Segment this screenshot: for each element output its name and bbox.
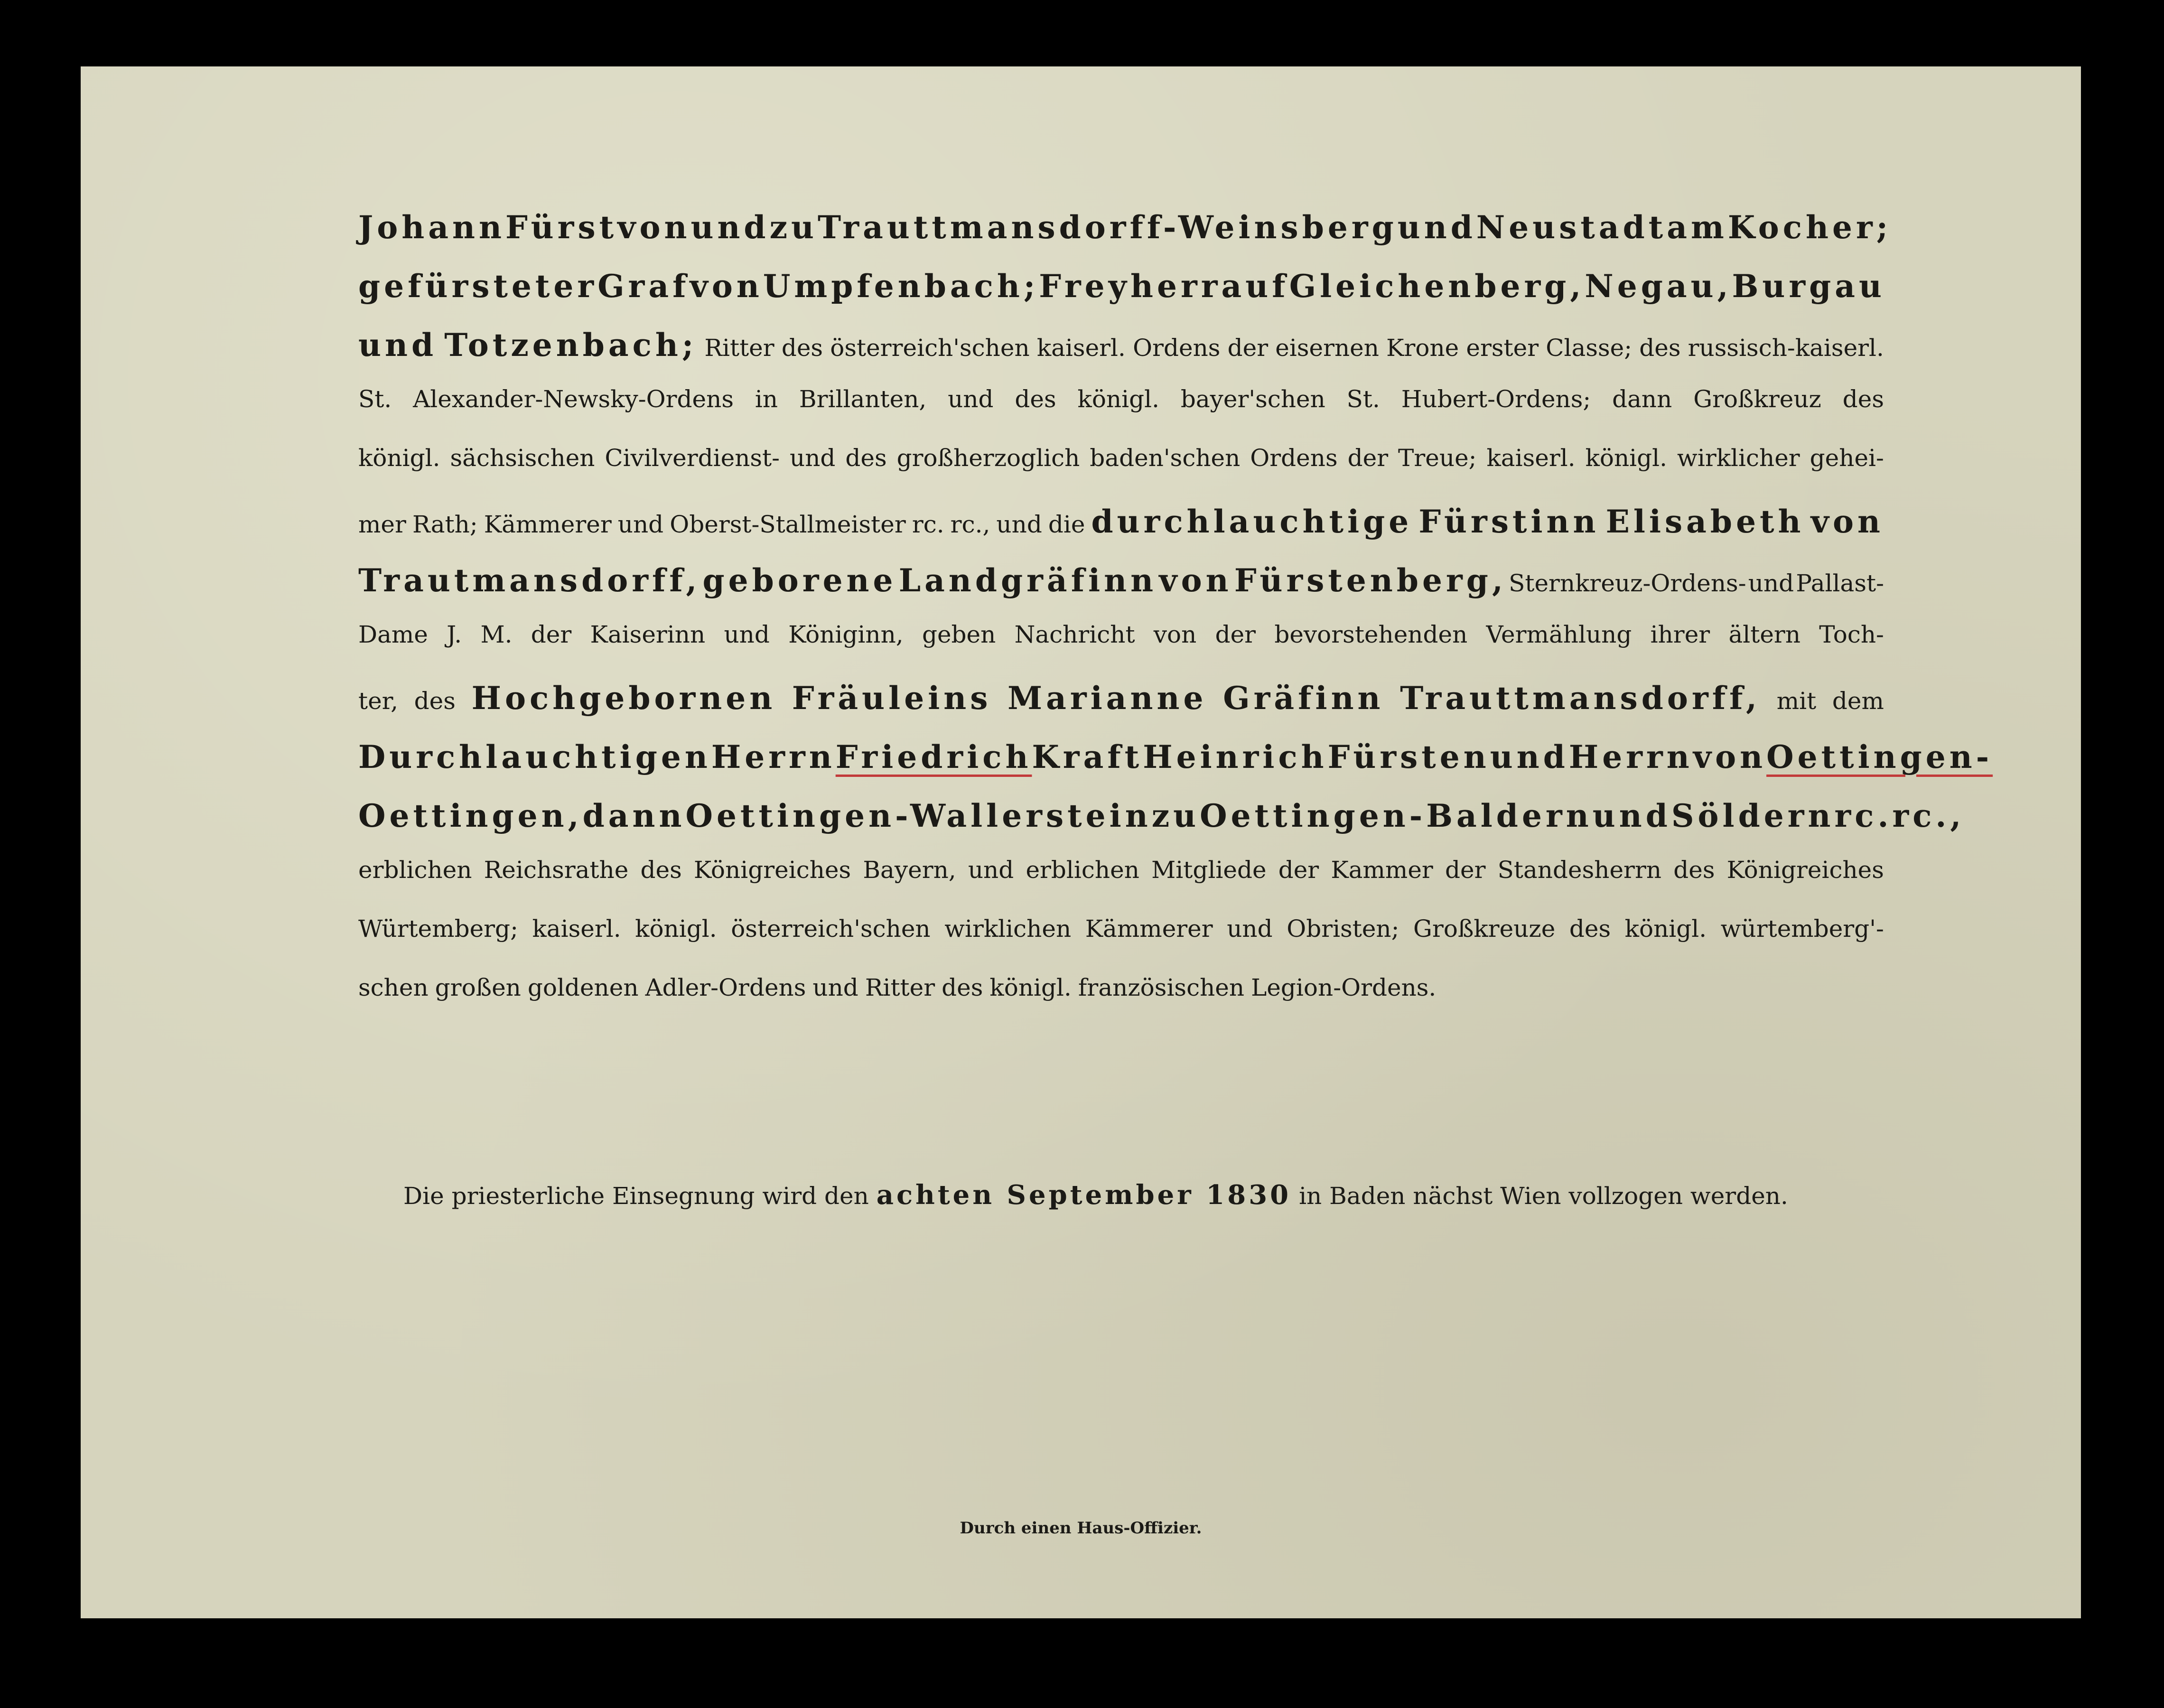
word: Rath;: [412, 511, 478, 538]
ceremony-post: in Baden nächst Wien vollzogen werden.: [1299, 1182, 1788, 1210]
word: und: [690, 209, 770, 246]
word: Trautmansdorff,: [358, 562, 701, 599]
word: des: [1015, 385, 1056, 413]
word: Negau,: [1585, 268, 1732, 305]
word: der: [1278, 856, 1319, 884]
word: Brillanten,: [799, 385, 927, 413]
word: St.: [358, 385, 392, 413]
word: wirklichen: [944, 915, 1072, 943]
word: Herrn: [1568, 738, 1693, 775]
text-line: [358, 915, 1884, 974]
word: Kocher;: [1727, 209, 1892, 246]
word: und: [617, 511, 664, 538]
word: Trauttmansdorff-Weinsberg: [818, 209, 1398, 246]
word: rc.,: [1892, 797, 1965, 834]
word: rc.,: [950, 511, 990, 538]
word: Reichsrathe: [484, 856, 629, 884]
word: Fürstenberg,: [1234, 562, 1507, 599]
word: Königreiches: [693, 856, 851, 884]
word: des: [1673, 856, 1715, 884]
word: baden'schen: [1090, 444, 1241, 472]
word: dann: [582, 797, 686, 834]
word: kaiserl.: [532, 915, 621, 943]
text-line: [358, 209, 1892, 268]
text-line: [358, 621, 1884, 680]
paper-sheet: [81, 66, 2081, 1618]
word: in: [755, 385, 778, 413]
word: erblichen: [358, 856, 472, 884]
word: und: [996, 511, 1042, 538]
word: Classe;: [1546, 334, 1632, 362]
underlined-word: Oettingen-: [1766, 738, 1993, 775]
word: Kraft: [1032, 738, 1143, 775]
announcement-text: [358, 209, 1993, 1033]
word: königl.: [989, 974, 1072, 1001]
word: Oberst-Stallmeister: [670, 511, 906, 538]
word: rc.: [912, 511, 944, 538]
word: königl.: [358, 444, 440, 472]
word: österreich'schen: [830, 334, 1030, 362]
word: dem: [1832, 687, 1884, 715]
word: kaiserl.: [1036, 334, 1126, 362]
word: St.: [1346, 385, 1380, 413]
word: des: [1639, 334, 1681, 362]
word: des: [845, 444, 887, 472]
word: und: [1748, 569, 1794, 597]
word: Dame: [358, 621, 428, 648]
word: und: [948, 385, 994, 413]
word: Ritter: [704, 334, 774, 362]
word: und: [1227, 915, 1273, 943]
word: Gräfinn: [1223, 680, 1384, 717]
word: Kämmerer: [484, 511, 612, 538]
word: Fürst: [505, 209, 618, 246]
word: Elisabeth: [1605, 503, 1805, 540]
word: Pallast-: [1796, 569, 1884, 597]
word: erblichen: [1026, 856, 1139, 884]
word: Vermählung: [1486, 621, 1632, 648]
word: großherzoglich: [896, 444, 1080, 472]
word: Freyherr: [1039, 268, 1222, 305]
word: Fürstinn: [1418, 503, 1600, 540]
word: königl.: [635, 915, 717, 943]
word: Trauttmansdorff,: [1400, 680, 1761, 717]
text-line: [358, 562, 1884, 621]
text-line: [358, 444, 1884, 503]
word: und: [812, 974, 858, 1001]
word: mer: [358, 511, 406, 538]
word: erster: [1466, 334, 1539, 362]
word: wirklicher: [1677, 444, 1800, 472]
word: königl.: [1624, 915, 1707, 943]
word: sächsischen: [450, 444, 595, 472]
text-line: [358, 974, 1884, 1033]
word: Treue;: [1398, 444, 1477, 472]
text-line: [358, 503, 1884, 562]
word: und: [358, 327, 438, 364]
word: Hubert-Ordens;: [1401, 385, 1591, 413]
word: Marianne: [1007, 680, 1207, 717]
text-line: [358, 797, 1965, 856]
word: Krone: [1386, 334, 1459, 362]
word: Königinn,: [788, 621, 904, 648]
word: Ordens: [1250, 444, 1338, 472]
word: des: [942, 974, 983, 1001]
word: Durchlauchtigen: [358, 738, 711, 775]
word: des: [414, 687, 456, 715]
word: und: [1397, 209, 1476, 246]
word: und: [1592, 797, 1671, 834]
word: bevorstehenden: [1274, 621, 1468, 648]
word: Neustadt: [1476, 209, 1667, 246]
word: Landgräfinn: [898, 562, 1157, 599]
word: Johann: [358, 209, 505, 246]
word: zu: [769, 209, 818, 246]
ceremony-pre: Die priesterliche Einsegnung wird den: [403, 1182, 869, 1210]
word: schen: [358, 974, 429, 1001]
word: würtemberg'-: [1720, 915, 1884, 943]
word: Fräuleins: [792, 680, 992, 717]
word: österreich'schen: [731, 915, 931, 943]
word: Civilverdienst-: [605, 444, 780, 472]
word: Ordens: [1133, 334, 1221, 362]
word: eisernen: [1275, 334, 1379, 362]
word: Kammer: [1331, 856, 1433, 884]
word: Umpfenbach;: [763, 268, 1039, 305]
word: Söldern: [1671, 797, 1835, 834]
word: Oettingen-Baldern: [1200, 797, 1593, 834]
word: Mitgliede: [1151, 856, 1267, 884]
word: kaiserl.: [1486, 444, 1576, 472]
word: und: [724, 621, 770, 648]
word: des: [1842, 385, 1884, 413]
word: dann: [1612, 385, 1672, 413]
word: Graf: [597, 268, 690, 305]
word: Sternkreuz-Ordens-: [1509, 569, 1746, 597]
word: M.: [480, 621, 513, 648]
word: durchlauchtige: [1091, 503, 1413, 540]
word: die: [1048, 511, 1085, 538]
word: Oettingen,: [358, 797, 583, 834]
word: königl.: [1585, 444, 1668, 472]
word: Burgau: [1732, 268, 1886, 305]
text-line: [358, 680, 1884, 738]
word: Würtemberg;: [358, 915, 518, 943]
word: russisch-kaiserl.: [1688, 334, 1884, 362]
word: der: [531, 621, 572, 648]
word: Alexander-Newsky-Ordens: [413, 385, 734, 413]
word: goldenen: [527, 974, 639, 1001]
word: Kämmerer: [1085, 915, 1213, 943]
word: Gleichenberg,: [1289, 268, 1585, 305]
word: Legion-Ordens.: [1251, 974, 1436, 1001]
text-line: [358, 385, 1884, 444]
text-line: [358, 738, 1993, 797]
footer-note: Durch einen Haus-Offizier.: [960, 1519, 1202, 1538]
word: Bayern,: [863, 856, 956, 884]
word: geborene: [702, 562, 897, 599]
word: königl.: [1077, 385, 1160, 413]
word: mit: [1776, 687, 1817, 715]
word: gehei-: [1810, 444, 1884, 472]
word: auf: [1221, 268, 1289, 305]
word: Fürsten: [1327, 738, 1490, 775]
text-line: [358, 268, 1884, 327]
ceremony-line: [403, 1179, 1827, 1211]
word: Kaiserinn: [590, 621, 706, 648]
word: Königreiches: [1726, 856, 1884, 884]
underlined-word: Friedrich: [835, 738, 1032, 775]
word: Großkreuze: [1413, 915, 1556, 943]
ceremony-date: achten September 1830: [876, 1179, 1292, 1211]
word: der: [1215, 621, 1256, 648]
word: ihrer: [1650, 621, 1710, 648]
word: der: [1227, 334, 1269, 362]
word: ältern: [1728, 621, 1801, 648]
word: bayer'schen: [1180, 385, 1325, 413]
word: der: [1445, 856, 1486, 884]
word: Standesherrn: [1497, 856, 1662, 884]
word: Adler-Ordens: [645, 974, 806, 1001]
word: großen: [435, 974, 521, 1001]
word: gefürsteter: [358, 268, 598, 305]
word: von: [617, 209, 691, 246]
word: der: [1347, 444, 1389, 472]
word: von: [1810, 503, 1884, 540]
word: zu: [1151, 797, 1200, 834]
word: von: [690, 268, 763, 305]
word: Nachricht: [1014, 621, 1135, 648]
word: Totzenbach;: [444, 327, 698, 364]
word: J.: [447, 621, 462, 648]
word: und: [1490, 738, 1569, 775]
word: des: [640, 856, 682, 884]
word: Heinrich: [1143, 738, 1328, 775]
word: und: [968, 856, 1014, 884]
word: von: [1153, 621, 1197, 648]
word: Herrn: [711, 738, 836, 775]
word: von: [1159, 562, 1232, 599]
text-line: [358, 327, 1884, 385]
word: rc.: [1834, 797, 1893, 834]
text-line: [358, 856, 1884, 915]
word: am: [1667, 209, 1728, 246]
word: von: [1693, 738, 1767, 775]
word: geben: [922, 621, 996, 648]
word: Toch-: [1819, 621, 1884, 648]
word: Oettingen-Wallerstein: [685, 797, 1152, 834]
word: und: [790, 444, 836, 472]
word: Obristen;: [1287, 915, 1399, 943]
word: Hochgebornen: [471, 680, 776, 717]
word: des: [781, 334, 823, 362]
word: des: [1569, 915, 1611, 943]
word: französischen: [1078, 974, 1245, 1001]
word: Ritter: [865, 974, 935, 1001]
word: ter,: [358, 687, 398, 715]
word: Großkreuz: [1693, 385, 1821, 413]
